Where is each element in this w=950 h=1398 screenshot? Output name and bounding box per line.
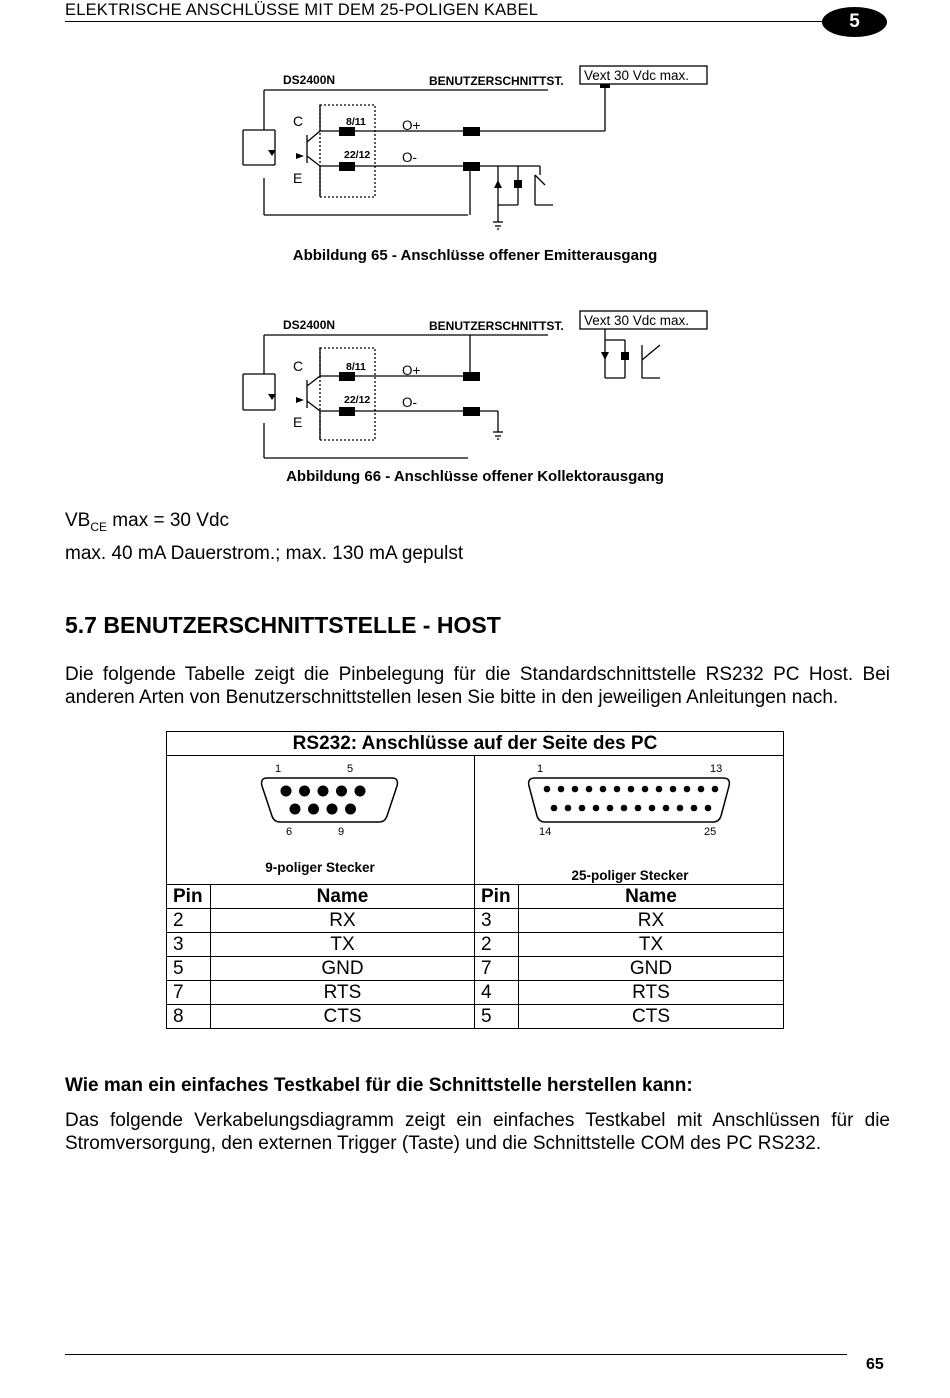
name9-cell: CTS bbox=[211, 1005, 475, 1029]
connector-pin bbox=[345, 804, 356, 815]
pin9-cell: 5 bbox=[167, 957, 211, 981]
pin25-cell: 7 bbox=[475, 957, 519, 981]
collector-label: C bbox=[293, 113, 304, 129]
vext-label: Vext 30 Vdc max. bbox=[584, 68, 690, 83]
connector-pin bbox=[621, 805, 628, 812]
name25-cell: TX bbox=[519, 933, 784, 957]
connector-pin bbox=[544, 786, 551, 793]
connector-pin bbox=[635, 805, 642, 812]
name9-cell: TX bbox=[211, 933, 475, 957]
connector-pin bbox=[558, 786, 565, 793]
vbce-suffix: max = 30 Vdc bbox=[107, 510, 230, 531]
connector-pin bbox=[290, 804, 301, 815]
open-emitter-diagram bbox=[0, 60, 950, 245]
pin-bottom-label: 22/12 bbox=[344, 394, 371, 406]
pin25-cell: 4 bbox=[475, 981, 519, 1005]
pin25-cell: 5 bbox=[475, 1005, 519, 1029]
db9-pin5-label: 5 bbox=[347, 763, 354, 775]
connector-pin bbox=[691, 805, 698, 812]
connector-pin bbox=[712, 786, 719, 793]
pin9-cell: 8 bbox=[167, 1005, 211, 1029]
emitter-label: E bbox=[293, 414, 303, 430]
current-spec: max. 40 mA Dauerstrom.; max. 130 mA gepulst bbox=[65, 543, 464, 564]
name25-cell: CTS bbox=[519, 1005, 784, 1029]
db9-pin9-label: 9 bbox=[338, 826, 345, 838]
db9-connector-icon bbox=[167, 756, 474, 884]
vbce-spec bbox=[65, 510, 229, 534]
connector-pin bbox=[586, 786, 593, 793]
pin-header-9: Pin bbox=[167, 885, 211, 909]
pin-bottom-label: 22/12 bbox=[344, 149, 371, 161]
pin25-cell: 2 bbox=[475, 933, 519, 957]
connector-pin bbox=[698, 786, 705, 793]
name25-cell: RX bbox=[519, 909, 784, 933]
connector-pin bbox=[677, 805, 684, 812]
vbce-subscript: CE bbox=[90, 519, 108, 534]
connector-pin bbox=[656, 786, 663, 793]
connector-pin bbox=[281, 786, 292, 797]
interface-label: BENUTZERSCHNITTST. bbox=[429, 319, 564, 333]
name9-cell: RX bbox=[211, 909, 475, 933]
device-label: DS2400N bbox=[283, 73, 336, 87]
pin9-cell: 2 bbox=[167, 909, 211, 933]
pin-top-label: 8/11 bbox=[346, 116, 366, 128]
o-plus-label: O+ bbox=[402, 363, 421, 378]
table-title: RS232: Anschlüsse auf der Seite des PC bbox=[167, 732, 784, 756]
open-collector-diagram bbox=[0, 305, 950, 465]
header-rule bbox=[65, 21, 825, 22]
table-row bbox=[167, 933, 784, 957]
db25-pin14-label: 14 bbox=[539, 826, 552, 838]
connector-pin bbox=[318, 786, 329, 797]
name25-cell: RTS bbox=[519, 981, 784, 1005]
connector-pin bbox=[565, 805, 572, 812]
db25-pin1-label: 1 bbox=[537, 763, 544, 775]
testcable-text: Das folgende Verkabelungsdiagramm zeigt ein einfaches Testkabel mit Anschlüssen für die Stromversorgung, den externen Trigger (Taste) und die Schnittstelle COM des PC RS232. bbox=[65, 1110, 890, 1154]
device-label: DS2400N bbox=[283, 318, 336, 332]
o-plus-label: O+ bbox=[402, 118, 421, 133]
figure-65-caption: Abbildung 65 - Anschlüsse offener Emitterausgang bbox=[292, 247, 658, 264]
db9-pin6-label: 6 bbox=[286, 826, 293, 838]
name-header-25: Name bbox=[519, 885, 784, 909]
connector-pin bbox=[642, 786, 649, 793]
db25-pin25-label: 25 bbox=[704, 826, 717, 838]
collector-label: C bbox=[293, 358, 304, 374]
connector-pin bbox=[600, 786, 607, 793]
connector-pin bbox=[336, 786, 347, 797]
testcable-heading: Wie man ein einfaches Testkabel für die Schnittstelle herstellen kann: bbox=[65, 1075, 693, 1096]
page-number: 65 bbox=[866, 1356, 884, 1373]
o-minus-label: O- bbox=[402, 395, 417, 410]
connector-pin bbox=[663, 805, 670, 812]
connector-pin bbox=[614, 786, 621, 793]
connector-pin bbox=[327, 804, 338, 815]
chapter-badge: 5 bbox=[822, 7, 887, 37]
db25-pin13-label: 13 bbox=[710, 763, 723, 775]
vext-label: Vext 30 Vdc max. bbox=[584, 313, 690, 328]
connector-pin bbox=[628, 786, 635, 793]
figure-66-caption: Abbildung 66 - Anschlüsse offener Kollektorausgang bbox=[286, 468, 664, 485]
connector-pin bbox=[705, 805, 712, 812]
connector-pin bbox=[649, 805, 656, 812]
db9-pin1-label: 1 bbox=[275, 763, 282, 775]
table-row bbox=[167, 1005, 784, 1029]
name-header-9: Name bbox=[211, 885, 475, 909]
pin-top-label: 8/11 bbox=[346, 361, 366, 373]
db9-connector-cell bbox=[167, 756, 475, 885]
connector-pin bbox=[355, 786, 366, 797]
connector-pin bbox=[579, 805, 586, 812]
vbce-prefix: VB bbox=[65, 510, 91, 531]
table-row bbox=[167, 957, 784, 981]
connector-pin bbox=[684, 786, 691, 793]
section-title: 5.7 BENUTZERSCHNITTSTELLE - HOST bbox=[65, 612, 501, 638]
db9-label: 9-poliger Stecker bbox=[265, 860, 375, 875]
name9-cell: GND bbox=[211, 957, 475, 981]
rs232-pin-table bbox=[166, 731, 784, 1029]
db25-label: 25-poliger Stecker bbox=[571, 868, 689, 883]
pin25-cell: 3 bbox=[475, 909, 519, 933]
emitter-label: E bbox=[293, 170, 303, 186]
db25-connector-cell bbox=[475, 756, 784, 885]
connector-pin bbox=[308, 804, 319, 815]
name25-cell: GND bbox=[519, 957, 784, 981]
o-minus-label: O- bbox=[402, 150, 417, 165]
pin-header-25: Pin bbox=[475, 885, 519, 909]
connector-pin bbox=[607, 805, 614, 812]
page-header-title: ELEKTRISCHE ANSCHLÜSSE MIT DEM 25-POLIGEN KABEL bbox=[65, 1, 539, 19]
connector-pin bbox=[299, 786, 310, 797]
footer-rule bbox=[65, 1354, 847, 1355]
name9-cell: RTS bbox=[211, 981, 475, 1005]
interface-label: BENUTZERSCHNITTST. bbox=[429, 74, 564, 88]
pin9-cell: 7 bbox=[167, 981, 211, 1005]
section-intro: Die folgende Tabelle zeigt die Pinbelegung für die Standardschnittstelle RS232 PC Host. Bei anderen Arten von Benutzerschnittstellen lesen Sie bitte in den jeweiligen Anleitungen nach. bbox=[65, 664, 890, 708]
db25-connector-icon bbox=[475, 756, 785, 884]
connector-pin bbox=[670, 786, 677, 793]
connector-pin bbox=[572, 786, 579, 793]
table-row bbox=[167, 909, 784, 933]
table-row bbox=[167, 981, 784, 1005]
connector-pin bbox=[593, 805, 600, 812]
pin9-cell: 3 bbox=[167, 933, 211, 957]
connector-pin bbox=[551, 805, 558, 812]
